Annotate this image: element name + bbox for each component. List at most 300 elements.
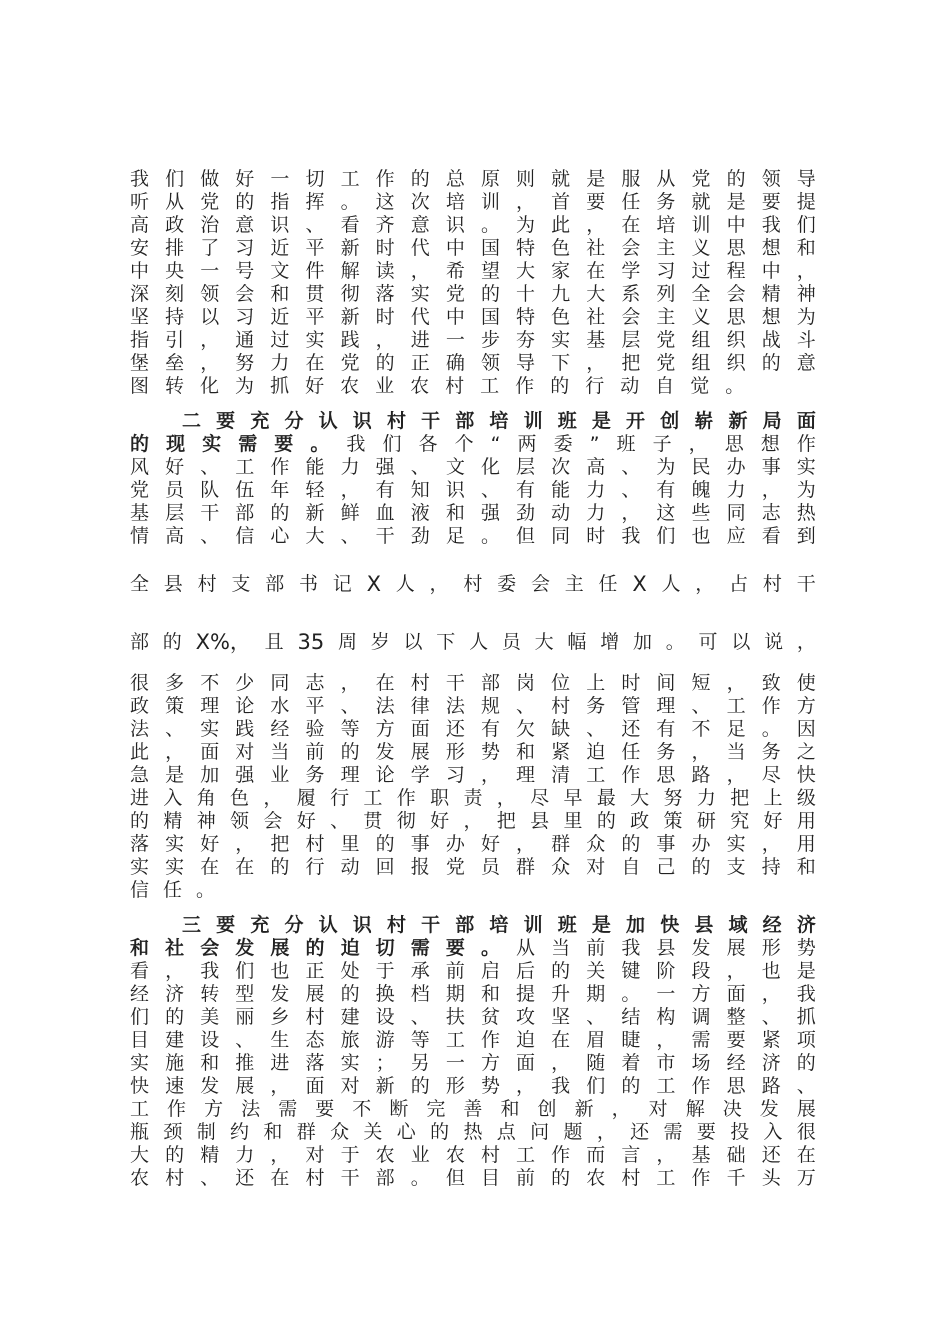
text-char: 在 (551, 1029, 571, 1051)
paragraph2-line (130, 479, 816, 502)
text-char: 干 (445, 672, 465, 694)
text-char: 安 (130, 237, 150, 259)
text-char: 干 (796, 572, 816, 595)
text-char: 项 (796, 1029, 816, 1051)
text-char: 基 (130, 502, 150, 524)
text-char: 发 (691, 937, 711, 959)
text-char: 村 (762, 572, 782, 595)
text-char: 、 (621, 456, 641, 478)
text-char: 个 (454, 433, 474, 455)
text-char: 强 (480, 502, 500, 524)
paragraph-gap (130, 902, 816, 914)
text-char: 工 (726, 695, 746, 717)
text-char: 用 (796, 833, 816, 855)
text-char: 和 (796, 856, 816, 878)
text-char: 前 (305, 741, 325, 763)
text-char: 多 (165, 672, 185, 694)
text-char: 为 (235, 375, 255, 397)
text-char: 思 (724, 433, 744, 455)
text-char: 识 (445, 214, 465, 236)
text-char: 识 (352, 410, 372, 432)
text-char: 还 (630, 1121, 650, 1143)
text-char: 规 (480, 695, 500, 717)
text-char: 以 (403, 630, 423, 653)
text-char: 行 (330, 787, 350, 809)
text-char: 不 (200, 672, 220, 694)
heading-char: 发 (235, 937, 255, 959)
text-char: 基 (691, 1144, 711, 1166)
text-char: 因 (796, 718, 816, 740)
text-char: 期 (445, 983, 465, 1005)
text-char: 实 (796, 456, 816, 478)
text-char: 形 (445, 1075, 465, 1097)
text-char: 记 (332, 572, 352, 595)
text-char: ， (263, 787, 283, 809)
text-char: 能 (551, 479, 571, 501)
text-char: 治 (200, 214, 220, 236)
text-char: ， (695, 572, 715, 595)
heading-char: 的 (305, 937, 325, 959)
text-char: 们 (382, 433, 402, 455)
paragraph4-line (130, 1144, 816, 1167)
text-char: 领 (200, 283, 220, 305)
text-char: 大 (586, 283, 606, 305)
text-char: 方 (480, 1052, 500, 1074)
text-char: 加 (626, 914, 646, 936)
text-char: 要 (761, 191, 781, 213)
text-char: 好 (480, 833, 500, 855)
paragraph3-line (130, 672, 816, 695)
text-char: 早 (563, 787, 583, 809)
text-char: 实 (200, 718, 220, 740)
text-char: 、 (410, 1006, 430, 1028)
text-char: 办 (691, 833, 711, 855)
text-char: 近 (270, 237, 290, 259)
text-char: 部 (130, 630, 150, 653)
text-char: 在 (796, 1144, 816, 1166)
text-char: 我 (796, 983, 816, 1005)
text-char: 农 (586, 1167, 606, 1189)
text-char: 作 (796, 433, 816, 455)
text-char: 、 (761, 1006, 781, 1028)
text-char: 件 (305, 260, 325, 282)
paragraph4-line (130, 1006, 816, 1029)
text-char: 里 (563, 810, 583, 832)
text-char: 色 (551, 237, 571, 259)
text-char: 实 (410, 283, 430, 305)
text-char: 、 (516, 695, 536, 717)
text-char: 作 (396, 787, 416, 809)
text-char: 是 (591, 410, 611, 432)
text-char: ， (621, 502, 641, 524)
text-char: 需 (663, 1121, 683, 1143)
text-char: 段 (691, 960, 711, 982)
text-char: 键 (621, 960, 641, 982)
text-char: 同 (551, 525, 571, 547)
text-char: 导 (516, 352, 536, 374)
text-char: 部 (455, 914, 475, 936)
text-char: 加 (200, 764, 220, 786)
text-char: 村 (386, 410, 406, 432)
text-char: 落 (130, 833, 150, 855)
text-char: 进 (270, 1052, 290, 1074)
text-char: 势 (480, 741, 500, 763)
text-char: 期 (586, 983, 606, 1005)
text-char: 信 (235, 525, 255, 547)
text-char: 致 (761, 672, 781, 694)
text-char: 作 (515, 375, 535, 397)
text-char: 要 (315, 1098, 335, 1120)
text-char: 好 (235, 168, 255, 190)
text-char: 事 (761, 456, 781, 478)
text-char: 指 (270, 191, 290, 213)
text-char: 组 (691, 329, 711, 351)
text-char: ， (410, 260, 430, 282)
text-char: 理 (200, 695, 220, 717)
text-char: 法 (375, 695, 395, 717)
text-char: 级 (796, 787, 816, 809)
text-char: 进 (410, 329, 430, 351)
text-char: 也 (270, 960, 290, 982)
text-char: 下 (551, 352, 571, 374)
text-char: 班 (557, 410, 577, 432)
text-char: 理 (656, 695, 676, 717)
text-char: 们 (656, 525, 676, 547)
heading-char: 要 (445, 937, 465, 959)
text-char: ， (726, 764, 746, 786)
text-char: 、 (305, 214, 325, 236)
text-char: 色 (551, 306, 571, 328)
heading-char: 。 (310, 433, 330, 455)
text-char: 情 (130, 525, 150, 547)
text-char: 作 (551, 1144, 571, 1166)
text-char: 深 (130, 283, 150, 305)
heading-char: 展 (270, 937, 290, 959)
text-char: 但 (445, 1167, 465, 1189)
text-char: 新 (375, 1075, 395, 1097)
text-char: 村 (445, 375, 465, 397)
text-char: 上 (586, 672, 606, 694)
text-char: 。 (621, 983, 641, 1005)
text-char: 主 (656, 306, 676, 328)
text-char: 不 (352, 1098, 372, 1120)
text-char: 办 (445, 833, 465, 855)
text-char: 实 (726, 833, 746, 855)
text-char: 。 (340, 191, 360, 213)
text-char: 是 (591, 914, 611, 936)
text-char: 程 (726, 260, 746, 282)
text-char: 业 (375, 375, 395, 397)
text-char: 以 (731, 630, 751, 653)
text-char: 分 (284, 914, 304, 936)
text-char: 服 (621, 168, 641, 190)
text-char: 识 (352, 914, 372, 936)
text-char: 贯 (363, 810, 383, 832)
text-char: 国 (480, 237, 500, 259)
text-char: 建 (165, 1029, 185, 1051)
text-char: 丽 (235, 1006, 255, 1028)
text-char: 化 (480, 456, 500, 478)
text-char: 投 (730, 1121, 750, 1143)
text-char: 县 (694, 914, 714, 936)
text-char: 部 (235, 502, 255, 524)
text-char: 问 (530, 1121, 550, 1143)
text-char: 点 (496, 1121, 516, 1143)
text-char: 持 (761, 856, 781, 878)
text-char: 发 (200, 1075, 220, 1097)
text-char: 次 (410, 191, 430, 213)
text-char: 目 (480, 1167, 500, 1189)
text-char: 村 (165, 1167, 185, 1189)
text-char: 村 (480, 1144, 500, 1166)
text-char: 排 (165, 237, 185, 259)
text-char: 而 (586, 1144, 606, 1166)
text-char: 、 (410, 456, 430, 478)
text-char: 有 (480, 718, 500, 740)
text-char: 面 (796, 410, 816, 432)
text-char: 的 (165, 1144, 185, 1166)
paragraph1-line (130, 352, 816, 375)
text-char: 崭 (694, 410, 714, 432)
text-char: 且 (264, 630, 284, 653)
text-char: 就 (691, 191, 711, 213)
text-char: 面 (726, 983, 746, 1005)
section3-heading-cont (130, 937, 816, 960)
text-char: 换 (375, 983, 395, 1005)
text-char: 大 (130, 1144, 150, 1166)
text-char: 调 (691, 1006, 711, 1028)
text-char: 提 (796, 191, 816, 213)
text-char: 足 (726, 718, 746, 740)
text-char: 村 (197, 572, 217, 595)
text-char: 党 (445, 283, 465, 305)
text-char: 努 (235, 352, 255, 374)
text-char: 。 (725, 375, 745, 397)
text-char: 齐 (375, 214, 395, 236)
text-char: 主 (564, 572, 584, 595)
text-char: 切 (305, 168, 325, 190)
text-char: 和 (796, 237, 816, 259)
text-char: 创 (537, 1098, 557, 1120)
text-char: 堡 (130, 352, 150, 374)
text-char: 、 (691, 695, 711, 717)
text-char: 加 (632, 630, 652, 653)
text-char: 领 (480, 352, 500, 374)
paragraph1-line (130, 283, 816, 306)
text-char: 班 (557, 914, 577, 936)
text-char: 时 (621, 672, 641, 694)
text-char: 号 (235, 260, 255, 282)
text-char: 高 (165, 525, 185, 547)
text-char: 报 (410, 856, 430, 878)
text-char: 指 (130, 329, 150, 351)
text-char: 务 (761, 741, 781, 763)
text-char: 工 (586, 764, 606, 786)
text-char: 村 (305, 1006, 325, 1028)
text-char: 设 (200, 1029, 220, 1051)
text-char: 工 (235, 456, 255, 478)
text-char: 瓶 (130, 1121, 150, 1143)
text-char: 党 (200, 191, 220, 213)
text-char: 支 (726, 856, 746, 878)
text-char: 习 (656, 260, 676, 282)
text-char: 党 (445, 856, 465, 878)
text-char: 层 (621, 329, 641, 351)
text-char: 济 (165, 983, 185, 1005)
text-char: 新 (728, 410, 748, 432)
text-char: 力 (235, 1144, 255, 1166)
text-char: 精 (761, 283, 781, 305)
text-char: 发 (759, 1098, 779, 1120)
text-char: 精 (200, 1144, 220, 1166)
text-char: 在 (621, 214, 641, 236)
text-char: 好 (200, 833, 220, 855)
text-char: 部 (265, 572, 285, 595)
text-char: 农 (340, 375, 360, 397)
text-char: 一 (200, 260, 220, 282)
text-char: 村 (551, 695, 571, 717)
text-char: 时 (375, 306, 395, 328)
text-char: 志 (761, 502, 781, 524)
text-char: 引 (165, 329, 185, 351)
text-char: 睫 (621, 1029, 641, 1051)
text-char: 想 (761, 237, 781, 259)
paragraph3-line (130, 764, 816, 787)
text-char: 部 (480, 672, 500, 694)
text-char: 。 (480, 525, 500, 547)
text-char: 快 (130, 1075, 150, 1097)
text-char: 的 (480, 283, 500, 305)
text-char: 。 (480, 214, 500, 236)
text-char: 认 (318, 410, 338, 432)
text-char: 识 (270, 214, 290, 236)
text-char: 作 (375, 168, 395, 190)
section3-heading (130, 914, 816, 937)
text-char: 人 (661, 572, 681, 595)
text-char: 贯 (305, 283, 325, 305)
text-char: ， (235, 833, 255, 855)
document-body (130, 168, 816, 1190)
text-char: 一 (445, 329, 465, 351)
text-char: 的 (165, 1006, 185, 1028)
text-char: 一 (445, 1052, 465, 1074)
text-char: 法 (130, 718, 150, 740)
text-char: 持 (165, 306, 185, 328)
text-char: 任 (621, 191, 641, 213)
text-char: 角 (196, 787, 216, 809)
text-char: 干 (421, 410, 441, 432)
paragraph4-line (130, 1167, 816, 1190)
text-char: 化 (200, 375, 220, 397)
text-char: 、 (340, 525, 360, 547)
section2-heading-cont (130, 433, 816, 456)
paragraph3-line (130, 718, 816, 741)
text-char: 我 (761, 214, 781, 236)
text-char: 对 (340, 1075, 360, 1097)
text-char: 干 (421, 914, 441, 936)
text-char: ， (516, 191, 536, 213)
text-char: 充 (250, 914, 270, 936)
heading-char: 和 (130, 937, 150, 959)
text-char: 基 (586, 329, 606, 351)
text-char: 村 (621, 1167, 641, 1189)
text-char: 党 (340, 352, 360, 374)
text-char: 人 (395, 572, 415, 595)
text-char: 型 (235, 983, 255, 1005)
text-char: 干 (200, 502, 220, 524)
text-char: ， (761, 479, 781, 501)
text-char: 县 (530, 810, 550, 832)
text-char: 神 (796, 283, 816, 305)
text-char: 党 (656, 352, 676, 374)
text-char: 后 (516, 960, 536, 982)
text-char: 充 (250, 410, 270, 432)
text-char: 岁 (370, 630, 390, 653)
text-char: 是 (165, 764, 185, 786)
text-char: 伍 (235, 479, 255, 501)
text-char: 抓 (270, 375, 290, 397)
text-char: 识 (445, 479, 465, 501)
text-char: 律 (410, 695, 430, 717)
text-char: 党 (656, 329, 676, 351)
text-char: 一 (656, 983, 676, 1005)
text-char: 好 (430, 810, 450, 832)
text-char: 分 (284, 410, 304, 432)
text-char: 业 (410, 1144, 430, 1166)
text-char: 入 (763, 1121, 783, 1143)
text-char: 自 (621, 856, 641, 878)
text-char: 思 (656, 764, 676, 786)
text-char: 最 (596, 787, 616, 809)
text-char: 承 (410, 960, 430, 982)
heading-char: 迫 (340, 937, 360, 959)
text-char: 神 (196, 810, 216, 832)
text-char: 意 (796, 352, 816, 374)
text-char: 班 (616, 433, 636, 455)
text-char: 特 (516, 237, 536, 259)
text-char: ， (551, 1052, 571, 1074)
text-char: 织 (726, 329, 746, 351)
text-char: 还 (761, 1144, 781, 1166)
text-char: 些 (691, 502, 711, 524)
heading-char: 切 (375, 937, 395, 959)
text-char: 平 (305, 237, 325, 259)
text-char: 力 (586, 479, 606, 501)
text-char: 解 (685, 1098, 705, 1120)
paragraph3-line (130, 741, 816, 764)
text-char: 在 (586, 260, 606, 282)
text-char: 训 (523, 914, 543, 936)
text-char: 业 (270, 764, 290, 786)
text-char: 方 (204, 1098, 224, 1120)
paragraph-gap (130, 398, 816, 410)
text-char: 占 (729, 572, 749, 595)
text-char: 可 (698, 630, 718, 653)
text-char: 完 (426, 1098, 446, 1120)
text-char: 但 (516, 525, 536, 547)
text-char: 工 (656, 1167, 676, 1189)
text-char: 中 (726, 214, 746, 236)
text-char: 、 (340, 695, 360, 717)
text-char: 对 (305, 1144, 325, 1166)
text-char: 实 (551, 329, 571, 351)
text-char: 的 (270, 502, 290, 524)
text-char: 热 (463, 1121, 483, 1143)
text-char: 在 (235, 856, 255, 878)
text-char: 人 (469, 630, 489, 653)
text-char: 和 (480, 983, 500, 1005)
text-char: 大 (516, 260, 536, 282)
